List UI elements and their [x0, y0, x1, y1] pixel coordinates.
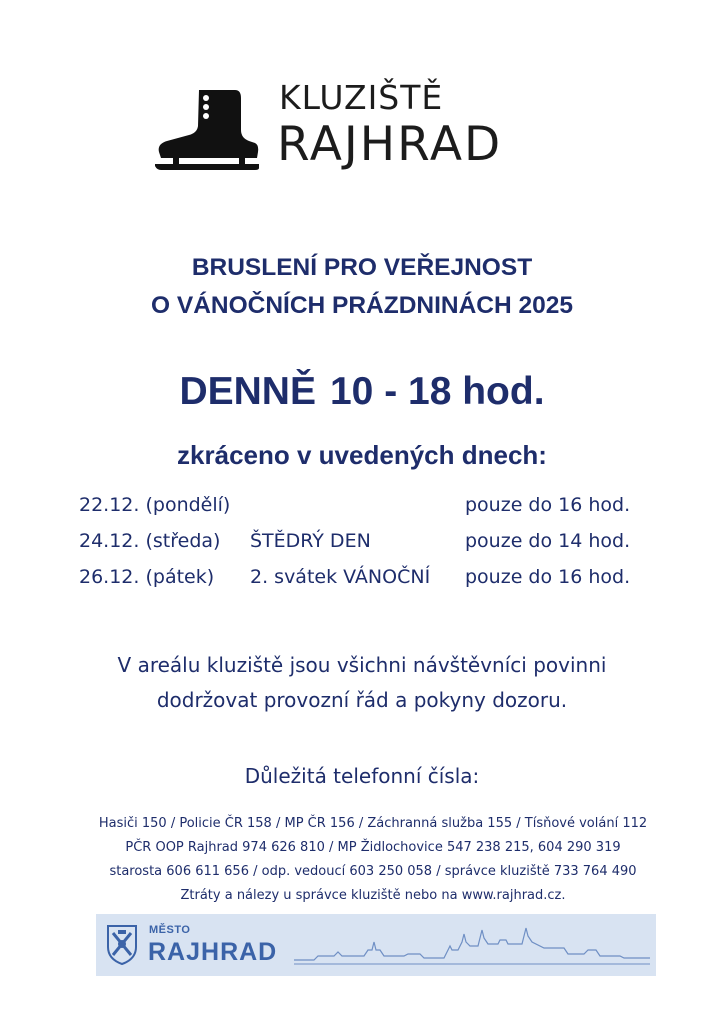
town-banner [96, 914, 656, 976]
daily-hours [0, 372, 724, 411]
contact-line: Hasiči 150 / Policie ČR 158 / MP ČR 156 / Záchranná služba 155 / Tísňové volání 112 [98, 816, 648, 831]
notice-line-2: dodržovat provozní řád a pokyny dozoru. [156, 688, 568, 712]
banner-town-name: RAJHRAD [148, 938, 278, 966]
schedule-date: 26.12. (pátek) [79, 566, 215, 588]
banner-small-title: MĚSTO [149, 924, 191, 936]
schedule-row [79, 530, 679, 560]
daily-hours-value: 10 - 18 hod. [329, 370, 545, 413]
logo-title-big: RAJHRAD [277, 117, 503, 172]
contact-line: starosta 606 611 656 / odp. vedoucí 603 250 058 / správce kluziště 733 764 490 [109, 864, 637, 879]
title-line-1: BRUSLENÍ PRO VEŘEJNOST [191, 254, 533, 281]
notice-line-1: V areálu kluziště jsou všichni návštěvníci povinni [117, 653, 607, 677]
schedule-row [79, 494, 679, 524]
contact-line: PČR OOP Rajhrad 974 626 810 / MP Židlochovice 547 238 215, 604 290 319 [125, 840, 621, 855]
schedule-date: 24.12. (středa) [79, 530, 221, 552]
logo-title-small: KLUZIŠTĚ [279, 78, 444, 117]
schedule-time: pouze do 16 hod. [465, 566, 631, 588]
schedule-date: 22.12. (pondělí) [79, 494, 231, 516]
rules-notice [0, 648, 724, 718]
rink-logo [155, 80, 585, 180]
schedule-row [79, 566, 679, 596]
town-skyline-icon [294, 920, 650, 968]
schedule-note: 2. svátek VÁNOČNÍ [250, 566, 431, 588]
contact-line: Ztráty a nálezy u správce kluziště nebo na www.rajhrad.cz. [180, 888, 566, 903]
schedule-time: pouze do 14 hod. [465, 530, 631, 552]
shortened-days-heading: zkráceno v uvedených dnech: [177, 440, 547, 470]
schedule-note: ŠTĚDRÝ DEN [250, 530, 371, 552]
town-crest-icon [107, 925, 137, 965]
daily-label: DENNĚ [179, 370, 316, 413]
ice-skate-icon [155, 86, 259, 172]
schedule-time: pouze do 16 hod. [465, 494, 631, 516]
phone-contacts [0, 812, 724, 908]
phones-heading: Důležitá telefonní čísla: [244, 764, 480, 788]
title-line-2: O VÁNOČNÍCH PRÁZDNINÁCH 2025 [150, 292, 573, 319]
